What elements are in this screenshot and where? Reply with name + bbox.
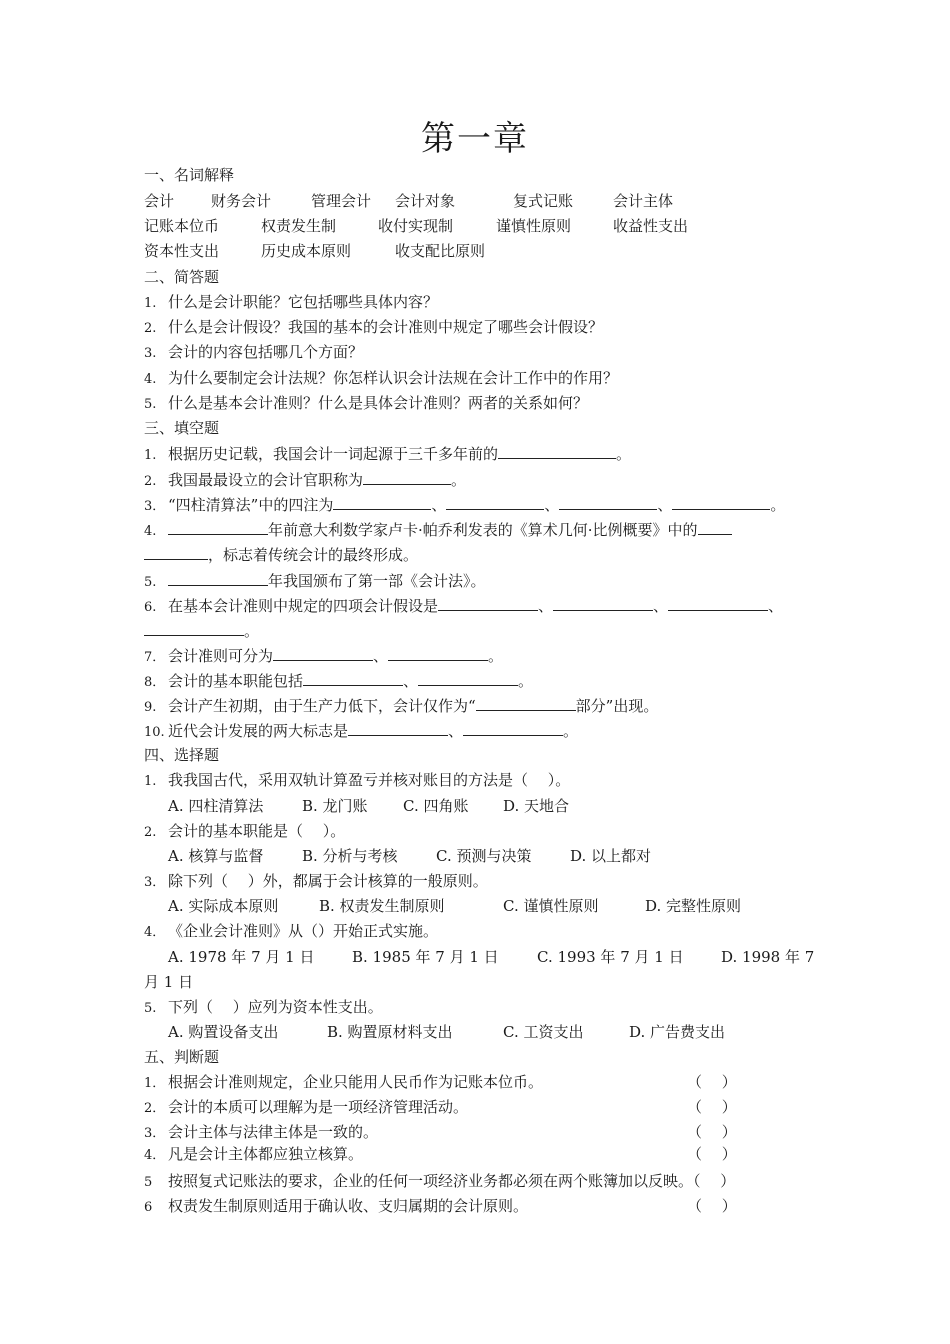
question-number: 4.	[144, 524, 157, 539]
answer-blank	[418, 670, 518, 686]
statement-text: 会计主体与法律主体是一致的。	[168, 1123, 379, 1141]
statement-text: 根据会计准则规定，企业只能用人民币作为记账本位币。	[168, 1073, 544, 1091]
choice-option: B. 分析与考核	[302, 847, 398, 865]
question	[144, 570, 486, 593]
question-number: 5	[144, 1175, 153, 1190]
choice-option: A. 四柱清算法	[168, 797, 264, 815]
answer-blank	[446, 494, 544, 510]
term: 收益性支出	[613, 217, 689, 235]
choice-option: A. 1978 年 7 月 1 日	[168, 948, 315, 966]
question-text: 会计产生初期，由于生产力低下，会计仅作为“	[168, 697, 476, 715]
question-number: 4.	[144, 372, 157, 387]
question-text: 会计的基本职能包括	[168, 672, 304, 690]
term: 会计对象	[395, 192, 456, 210]
question-text: 部分”出现。	[575, 697, 659, 715]
answer-parentheses: （ ）	[687, 1123, 737, 1141]
answer-parentheses: （ ）	[687, 1197, 737, 1215]
choice-option: B. 1985 年 7 月 1 日	[352, 948, 499, 966]
answer-blank	[168, 570, 268, 586]
punct: 、	[544, 496, 560, 514]
punct: 。	[563, 722, 579, 740]
question	[144, 292, 438, 314]
punct: 、	[657, 496, 673, 514]
statement-text: 按照复式记账法的要求，企业的任何一项经济业务都必须在两个账簿加以反映。（ ）	[168, 1172, 736, 1190]
answer-parentheses: （ ）	[687, 1073, 737, 1091]
question-text: 会计的基本职能是（ ）。	[168, 822, 346, 840]
question-number: 2.	[144, 321, 157, 336]
punct: 。	[770, 496, 786, 514]
question-text: 我国最最设立的会计官职称为	[168, 471, 364, 489]
term: 记账本位币	[144, 217, 220, 235]
question-text: 《企业会计准则》从（）开始正式实施。	[168, 922, 439, 940]
question-text: 年我国颁布了第一部《会计法》。	[268, 572, 486, 590]
choice-option: A. 核算与监督	[168, 847, 264, 865]
chapter-title: 第一章	[421, 119, 529, 159]
question	[144, 393, 588, 415]
choice-option: B. 购置原材料支出	[327, 1023, 453, 1041]
choice-option-continuation: 月 1 日	[144, 973, 194, 991]
statement	[144, 1072, 543, 1094]
question-number: 4．	[144, 1148, 166, 1163]
question-text: 根据历史记载，我国会计一词起源于三千多年前的	[168, 445, 499, 463]
question-text: 近代会计发展的两大标志是	[168, 722, 349, 740]
term: 会计主体	[613, 192, 674, 210]
term: 管理会计	[311, 192, 372, 210]
punct: 、	[653, 597, 669, 615]
answer-blank	[388, 645, 488, 661]
answer-blank	[144, 620, 244, 636]
question-number: 8．	[144, 675, 166, 690]
answer-parentheses: （ ）	[687, 1098, 737, 1116]
answer-blank	[698, 519, 732, 535]
question-number: 2.	[144, 825, 157, 840]
statement-text: 会计的本质可以理解为是一项经济管理活动。	[168, 1098, 469, 1116]
question-text: 我我国古代，采用双轨计算盈亏并核对账目的方法是（ ）。	[168, 771, 571, 789]
question-text: 下列（ ）应列为资本性支出。	[168, 998, 383, 1016]
question-text: 除下列（ ）外，都属于会计核算的一般原则。	[168, 872, 488, 890]
answer-blank	[668, 595, 768, 611]
answer-parentheses: （ ）	[687, 1145, 737, 1163]
punct: 、	[448, 722, 464, 740]
question-number: 5.	[144, 575, 157, 590]
term: 历史成本原则	[261, 242, 352, 260]
choice-option: D. 天地合	[503, 797, 570, 815]
choice-option: D. 广告费支出	[629, 1023, 726, 1041]
question-continuation	[144, 620, 259, 641]
question-number: 9.	[144, 700, 157, 715]
question-number: 3．	[144, 1126, 166, 1141]
answer-blank	[559, 494, 657, 510]
answer-blank	[463, 720, 563, 736]
term: 谨慎性原则	[496, 217, 572, 235]
question-text: 什么是基本会计准则？什么是具体会计准则？两者的关系如何？	[168, 394, 589, 412]
answer-blank	[438, 595, 538, 611]
question-number: 2．	[144, 1101, 166, 1116]
statement-text: 权责发生制原则适用于确认收、支归属期的会计原则。	[168, 1197, 529, 1215]
section-heading-short-answer: 二、简答题	[144, 268, 220, 286]
question	[144, 494, 785, 517]
question-number: 6	[144, 1200, 153, 1215]
question-continuation	[144, 544, 418, 565]
question-text: 年前意大利数学家卢卡·帕乔利发表的《算术几何·比例概要》中的	[268, 521, 698, 539]
question-number: 6.	[144, 600, 157, 615]
choice-option: D. 完整性原则	[645, 897, 742, 915]
choice-option: B. 权责发生制原则	[319, 897, 445, 915]
punct: 、	[768, 597, 784, 615]
punct: 、	[403, 672, 419, 690]
section-heading-terms: 一、名词解释	[144, 166, 235, 184]
punct: 、	[538, 597, 554, 615]
question-number: 1.	[144, 296, 157, 311]
question	[144, 342, 363, 364]
question	[144, 770, 570, 792]
statement	[144, 1196, 528, 1218]
answer-blank	[144, 544, 208, 560]
question	[144, 368, 618, 390]
question-number: 5.	[144, 1001, 157, 1016]
choice-option: D. 1998 年 7	[721, 948, 815, 966]
answer-blank	[498, 443, 616, 459]
question-text: 什么是会计职能？它包括哪些具体内容？	[168, 293, 439, 311]
choice-option: C. 1993 年 7 月 1 日	[537, 948, 684, 966]
section-heading-true-false: 五、判断题	[144, 1048, 220, 1066]
term: 会计	[144, 192, 175, 210]
choice-option: D. 以上都对	[570, 847, 652, 865]
question-text: 会计准则可分为	[168, 647, 274, 665]
answer-blank	[333, 494, 431, 510]
question-number: 2.	[144, 474, 157, 489]
choice-option: C. 谨慎性原则	[503, 897, 599, 915]
punct: 。	[451, 471, 467, 489]
term: 收支配比原则	[395, 242, 486, 260]
punct: 。	[244, 622, 260, 640]
answer-blank	[553, 595, 653, 611]
choice-option: B. 龙门账	[302, 797, 368, 815]
punct: 、	[373, 647, 389, 665]
question-text: “四柱清算法”中的四注为	[168, 496, 334, 514]
term: 复式记账	[513, 192, 574, 210]
choice-option: C. 工资支出	[503, 1023, 584, 1041]
answer-blank	[363, 469, 451, 485]
statement	[144, 1097, 468, 1119]
question	[144, 317, 603, 339]
question	[144, 645, 503, 668]
question	[144, 670, 533, 693]
question-text: 什么是会计假设？我国的基本的会计准则中规定了哪些会计假设？	[168, 318, 604, 336]
question-number: 1.	[144, 774, 157, 789]
choice-option: A. 实际成本原则	[168, 897, 279, 915]
question-number: 1．	[144, 1076, 166, 1091]
question	[144, 519, 732, 542]
question-number: 3.	[144, 346, 157, 361]
question-text: 会计的内容包括哪几个方面？	[168, 343, 364, 361]
question	[144, 821, 345, 843]
term: 资本性支出	[144, 242, 220, 260]
question-text: 为什么要制定会计法规？你怎样认识会计法规在会计工作中的作用？	[168, 369, 619, 387]
question	[144, 720, 578, 743]
question-text: ，标志着传统会计的最终形成。	[208, 546, 419, 564]
question-number: 3．	[144, 875, 166, 890]
answer-blank	[168, 519, 268, 535]
punct: 、	[431, 496, 447, 514]
choice-option: C. 四角账	[403, 797, 469, 815]
answer-blank	[303, 670, 403, 686]
question	[144, 921, 438, 943]
statement	[144, 1171, 735, 1193]
answer-blank	[273, 645, 373, 661]
question	[144, 871, 488, 893]
term: 收付实现制	[378, 217, 454, 235]
question-number: 7．	[144, 650, 166, 665]
answer-blank	[476, 695, 576, 711]
punct: 。	[616, 445, 632, 463]
section-heading-fill-blank: 三、填空题	[144, 419, 220, 437]
question	[144, 695, 658, 718]
section-heading-multiple-choice: 四、选择题	[144, 746, 220, 764]
punct: 。	[518, 672, 534, 690]
question-number: 3．	[144, 499, 166, 514]
question-number: 5.	[144, 397, 157, 412]
answer-blank	[672, 494, 770, 510]
choice-option: A. 购置设备支出	[168, 1023, 279, 1041]
question	[144, 997, 383, 1019]
term: 财务会计	[211, 192, 272, 210]
statement	[144, 1122, 378, 1144]
question-number: 1.	[144, 448, 157, 463]
question	[144, 443, 631, 466]
question	[144, 595, 783, 618]
term: 权责发生制	[261, 217, 337, 235]
question-number: 10.	[144, 725, 165, 740]
choice-option: C. 预测与决策	[436, 847, 532, 865]
question	[144, 469, 466, 492]
question-text: 在基本会计准则中规定的四项会计假设是	[168, 597, 439, 615]
punct: 。	[488, 647, 504, 665]
statement-text: 凡是会计主体都应独立核算。	[168, 1145, 364, 1163]
question-number: 4．	[144, 925, 166, 940]
statement	[144, 1144, 363, 1166]
answer-blank	[348, 720, 448, 736]
